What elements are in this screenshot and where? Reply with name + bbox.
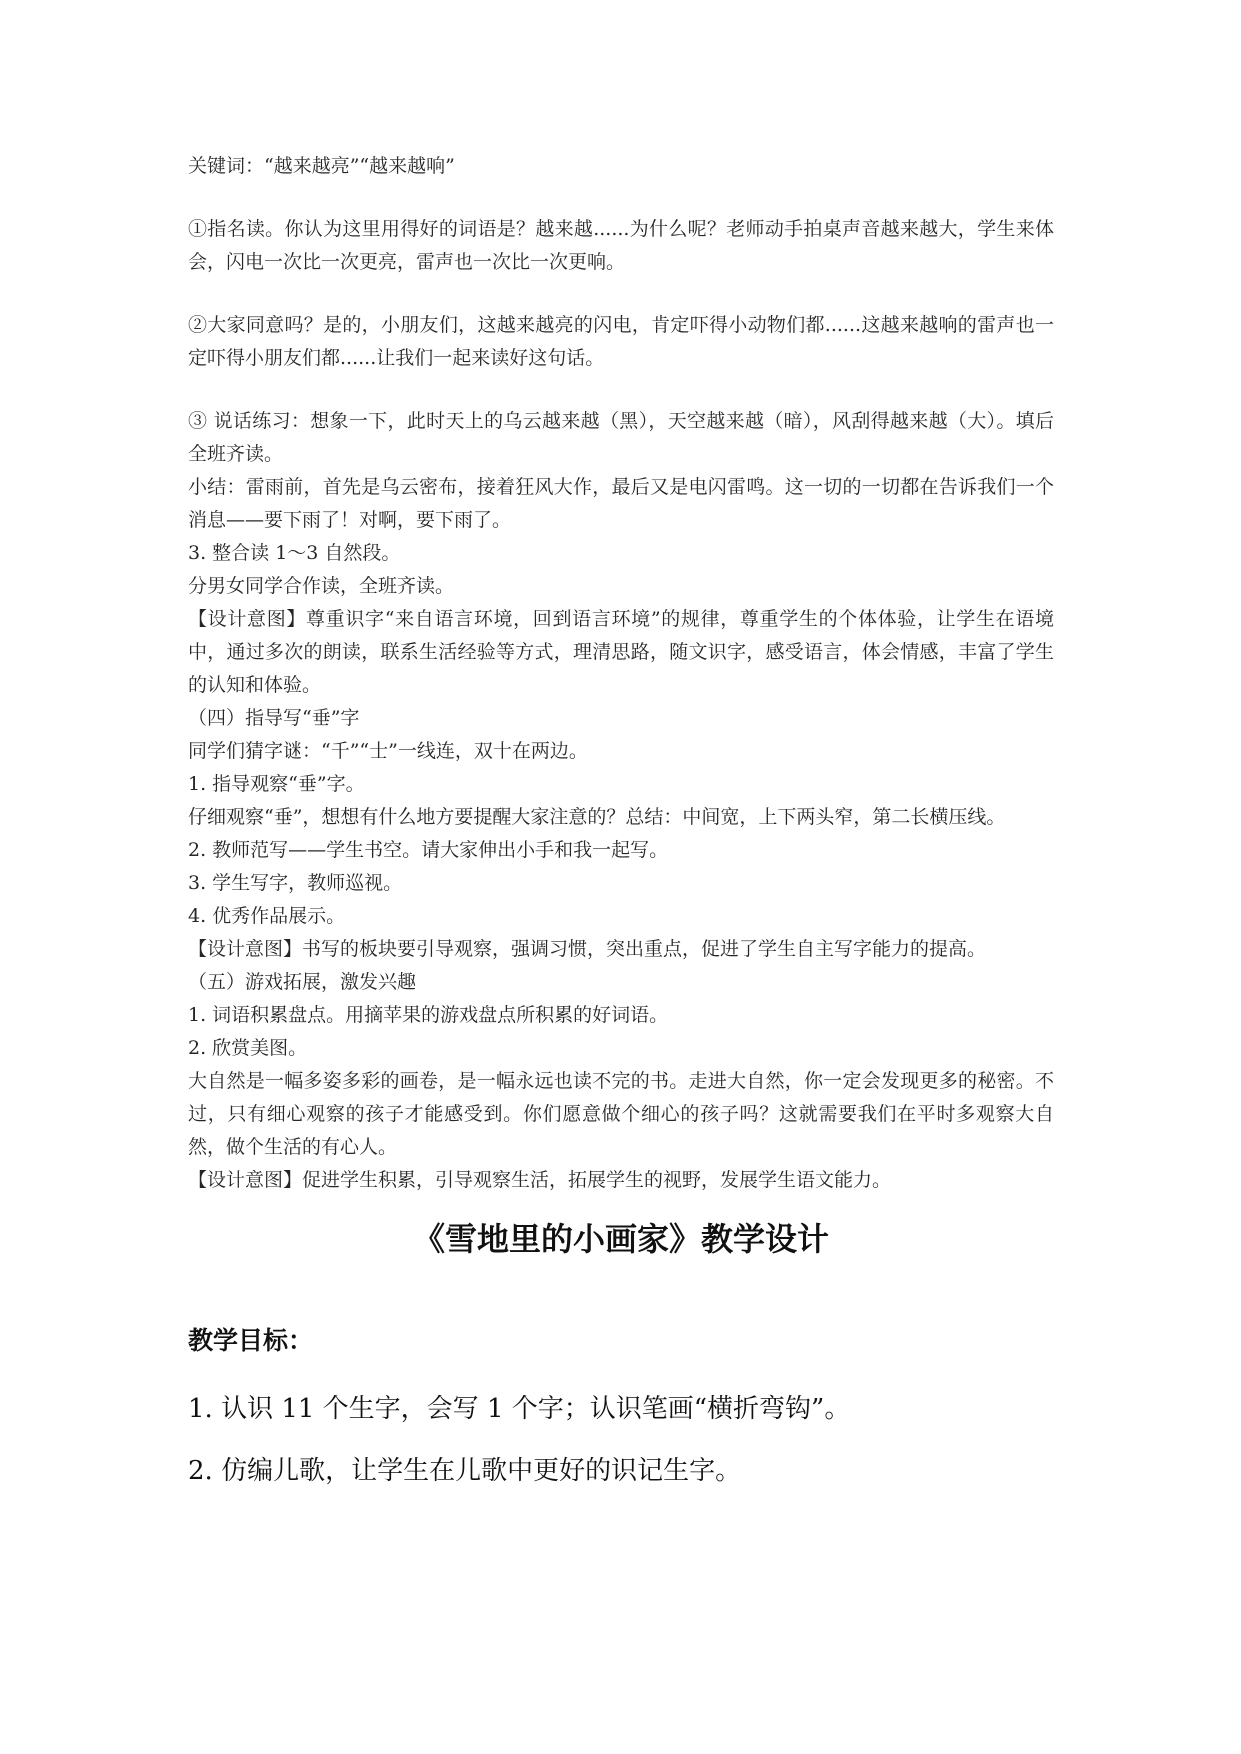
paragraph-observe-detail: 仔细观察“垂”，想想有什么地方要提醒大家注意的？总结：中间宽，上下两头窄，第二长横压线。: [188, 806, 1006, 828]
paragraph-group-reading: 分男女同学合作读，全班齐读。: [188, 575, 455, 597]
paragraph-riddle: 同学们猜字谜：“千”“士”一线连，双十在两边。: [188, 740, 588, 762]
design-intent-1: 【设计意图】尊重识字“来自语言环境，回到语言环境”的规律，尊重学生的个体体验，让学生在语境中，通过多次的朗读，联系生活经验等方式，理清思路，随文识字，感受语言，体会情感，丰富了学生的认知和体验。: [188, 608, 1054, 696]
document-title: 《雪地里的小画家》教学设计: [412, 1220, 829, 1258]
paragraph-step-3: ③ 说话练习：想象一下，此时天上的乌云越来越（黑），天空越来越（暗），风刮得越来越（大）。填后全班齐读。: [188, 410, 1054, 465]
paragraph-appreciate: 2. 欣赏美图。: [188, 1037, 308, 1059]
paragraph-integrated-reading: 3. 整合读 1～3 自然段。: [188, 542, 401, 564]
document-page: [188, 150, 1054, 1491]
section-heading-5: （五）游戏拓展，激发兴趣: [188, 971, 417, 993]
paragraph-step-2: ②大家同意吗？是的，小朋友们，这越来越亮的闪电，肯定吓得小动物们都......这越来越响的雷声也一定吓得小朋友们都......让我们一起来读好这句话。: [188, 314, 1054, 369]
goal-1: 1. 认识 11 个生字，会写 1 个字；认识笔画“横折弯钩”。: [188, 1394, 851, 1424]
teaching-goals-heading: 教学目标：: [188, 1326, 314, 1355]
paragraph-observe: 1. 指导观察“垂”字。: [188, 773, 365, 795]
paragraph-demo-writing: 2. 教师范写——学生书空。请大家伸出小手和我一起写。: [188, 839, 669, 861]
keywords-line: 关键词：“越来越亮”“越来越响”: [188, 155, 455, 177]
goal-2: 2. 仿编儿歌，让学生在儿歌中更好的识记生字。: [188, 1456, 742, 1486]
paragraph-summary: 小结：雷雨前，首先是乌云密布，接着狂风大作，最后又是电闪雷鸣。这一切的一切都在告诉我们一个消息——要下雨了！对啊，要下雨了。: [188, 476, 1054, 531]
paragraph-student-writing: 3. 学生写字，教师巡视。: [188, 872, 403, 894]
section-heading-4: （四）指导写“垂”字: [188, 707, 360, 729]
paragraph-showcase: 4. 优秀作品展示。: [188, 905, 346, 927]
design-intent-2: 【设计意图】书写的板块要引导观察，强调习惯，突出重点，促进了学生自主写字能力的提高。: [188, 938, 987, 960]
paragraph-nature: 大自然是一幅多姿多彩的画卷，是一幅永远也读不完的书。走进大自然，你一定会发现更多的秘密。不过，只有细心观察的孩子才能感受到。你们愿意做个细心的孩子吗？这就需要我们在平时多观察大自然，做个生活的有心人。: [188, 1070, 1054, 1158]
design-intent-3: 【设计意图】促进学生积累，引导观察生活，拓展学生的视野，发展学生语文能力。: [188, 1169, 892, 1191]
paragraph-step-1: ①指名读。你认为这里用得好的词语是？越来越......为什么呢？老师动手拍桌声音越来越大，学生来体会，闪电一次比一次更亮，雷声也一次比一次更响。: [188, 218, 1054, 273]
paragraph-vocabulary: 1. 词语积累盘点。用摘苹果的游戏盘点所积累的好词语。: [188, 1004, 669, 1026]
